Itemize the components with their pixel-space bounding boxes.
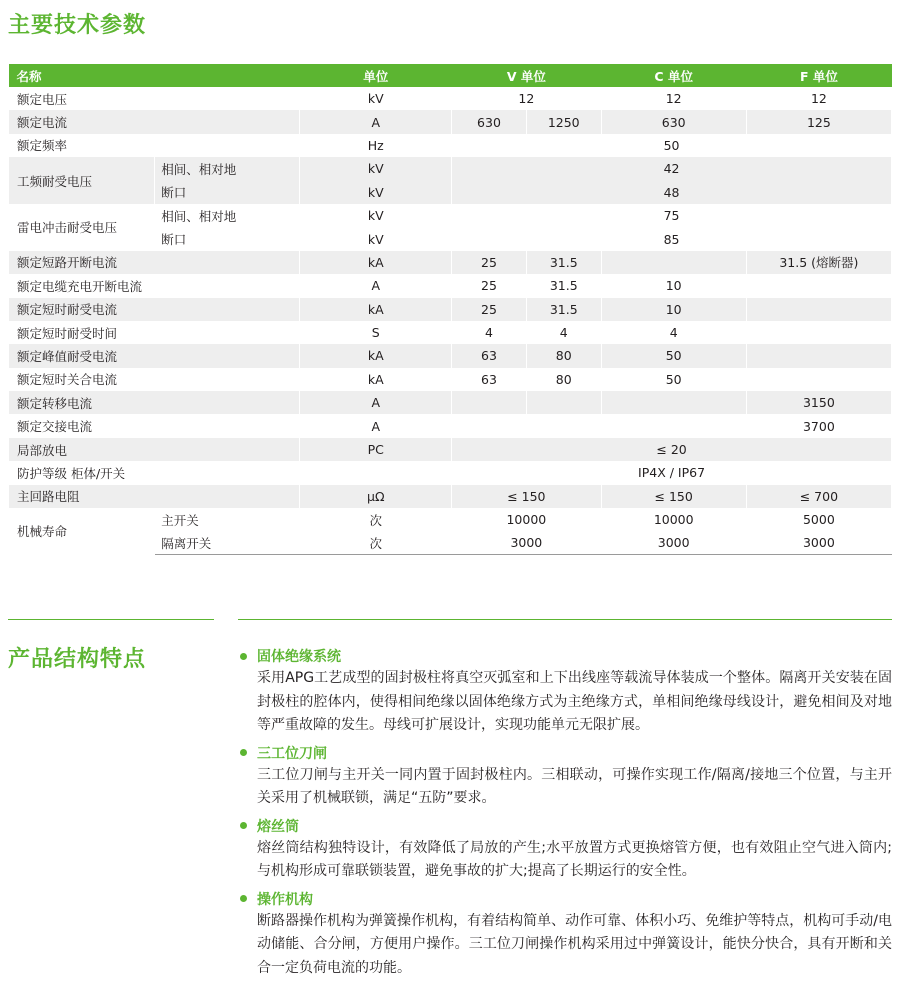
row-c: 3000 xyxy=(601,531,746,554)
bullet-icon xyxy=(240,822,247,829)
row-sub: 断口 xyxy=(155,227,300,250)
features-list xyxy=(240,645,892,984)
section-divider-left xyxy=(8,619,214,620)
row-sub: 相间、相对地 xyxy=(155,204,300,227)
row-v1 xyxy=(452,414,527,437)
table-row xyxy=(9,134,892,157)
row-merged: 48 xyxy=(452,181,892,204)
row-v1: 25 xyxy=(452,251,527,274)
feature-item xyxy=(240,815,892,884)
row-v: 12 xyxy=(452,87,602,110)
row-group: 工频耐受电压 xyxy=(9,157,155,204)
row-unit: A xyxy=(300,391,452,414)
row-f xyxy=(746,368,891,391)
feature-text: 熔丝筒结构独特设计，有效降低了局放的产生;水平放置方式更换熔管方便，也有效阻止空气进入筒内;与机构形成可靠联锁装置，避免事故的扩大;提高了长期运行的安全性。 xyxy=(257,839,892,879)
feature-text: 断路器操作机构为弹簧操作机构，有着结构简单、动作可靠、体积小巧、免维护等特点，机构可手动/电动储能、合分闸，方便用户操作。三工位刀闸操作机构采用过中弹簧设计，能快分快合，具有开断和关合一定负荷电流的功能。 xyxy=(257,912,892,976)
row-v1: 25 xyxy=(452,298,527,321)
row-f: 3000 xyxy=(746,531,891,554)
row-merged: IP4X / IP67 xyxy=(452,461,892,484)
row-f xyxy=(746,298,891,321)
bullet-icon xyxy=(240,653,247,660)
table-row xyxy=(9,461,892,484)
table-row xyxy=(9,391,892,414)
row-v2 xyxy=(526,414,601,437)
row-v: ≤ 150 xyxy=(452,485,602,508)
row-merged: 75 xyxy=(452,204,892,227)
row-f xyxy=(746,321,891,344)
row-name: 额定短路开断电流 xyxy=(9,251,300,274)
row-c xyxy=(601,391,746,414)
header-unit: 单位 xyxy=(300,64,452,87)
table-row xyxy=(9,438,892,461)
feature-title: 熔丝筒 xyxy=(257,818,299,835)
feature-head xyxy=(240,645,892,667)
table-row xyxy=(9,485,892,508)
row-v: 3000 xyxy=(452,531,602,554)
row-merged: 42 xyxy=(452,157,892,180)
table-row xyxy=(9,344,892,367)
row-v2: 31.5 xyxy=(526,298,601,321)
row-v2: 31.5 xyxy=(526,274,601,297)
row-sub: 断口 xyxy=(155,181,300,204)
row-unit: μΩ xyxy=(300,485,452,508)
row-name: 额定交接电流 xyxy=(9,414,300,437)
table-row xyxy=(9,321,892,344)
row-name: 额定短时耐受时间 xyxy=(9,321,300,344)
row-c: 10 xyxy=(601,298,746,321)
row-unit: kV xyxy=(300,227,452,250)
feature-item xyxy=(240,888,892,981)
row-v1 xyxy=(452,391,527,414)
row-v1: 630 xyxy=(452,110,527,133)
feature-title: 固体绝缘系统 xyxy=(257,649,341,665)
bullet-icon xyxy=(240,749,247,756)
row-unit: kA xyxy=(300,344,452,367)
row-c: 10 xyxy=(601,274,746,297)
header-name: 名称 xyxy=(9,64,300,87)
row-v: 10000 xyxy=(452,508,602,531)
row-name: 防护等级 柜体/开关 xyxy=(9,461,300,484)
row-group: 雷电冲击耐受电压 xyxy=(9,204,155,251)
header-c: C 单位 xyxy=(601,64,746,87)
row-name: 额定电缆充电开断电流 xyxy=(9,274,300,297)
feature-head xyxy=(240,815,892,837)
row-merged: 85 xyxy=(452,227,892,250)
spec-title: 主要技术参数 xyxy=(8,13,147,38)
row-c: 50 xyxy=(601,344,746,367)
row-c: 10000 xyxy=(601,508,746,531)
feature-title: 操作机构 xyxy=(257,891,313,908)
row-c: 630 xyxy=(601,110,746,133)
row-unit: 次 xyxy=(300,508,452,531)
row-sub: 隔离开关 xyxy=(155,531,300,554)
row-v1: 4 xyxy=(452,321,527,344)
row-merged: 50 xyxy=(452,134,892,157)
row-c xyxy=(601,251,746,274)
row-name: 额定短时耐受电流 xyxy=(9,298,300,321)
row-name: 主回路电阻 xyxy=(9,485,300,508)
row-name: 额定转移电流 xyxy=(9,391,300,414)
row-c xyxy=(601,414,746,437)
bullet-icon xyxy=(240,895,247,902)
row-v1: 63 xyxy=(452,344,527,367)
row-c: 12 xyxy=(601,87,746,110)
row-c: 50 xyxy=(601,368,746,391)
row-sub: 主开关 xyxy=(155,508,300,531)
row-c: ≤ 150 xyxy=(601,485,746,508)
table-header-row xyxy=(9,64,892,87)
row-f: 31.5 (熔断器) xyxy=(746,251,891,274)
features-title: 产品结构特点 xyxy=(8,647,147,672)
table-row xyxy=(9,508,892,531)
row-v2 xyxy=(526,391,601,414)
row-unit: PC xyxy=(300,438,452,461)
feature-text: 采用APG工艺成型的固封极柱将真空灭弧室和上下出线座等载流导体装成一个整体。隔离开关安装在固封极柱的腔体内，使得相间绝缘以固体绝缘方式为主绝缘方式，单相间绝缘母线设计，避免相间及对地等严重故障的发生。母线可扩展设计，实现功能单元无限扩展。 xyxy=(257,670,892,733)
row-unit: A xyxy=(300,110,452,133)
row-unit: kA xyxy=(300,251,452,274)
table-row xyxy=(9,368,892,391)
table-row xyxy=(9,87,892,110)
row-group: 机械寿命 xyxy=(9,508,155,555)
row-name: 额定电压 xyxy=(9,87,300,110)
row-unit: 次 xyxy=(300,531,452,554)
table-row xyxy=(9,298,892,321)
row-v2: 31.5 xyxy=(526,251,601,274)
row-v2: 80 xyxy=(526,344,601,367)
row-unit: kV xyxy=(300,157,452,180)
table-row xyxy=(9,251,892,274)
row-f xyxy=(746,274,891,297)
row-f xyxy=(746,344,891,367)
row-unit: kV xyxy=(300,87,452,110)
table-row xyxy=(9,157,892,180)
row-f: 5000 xyxy=(746,508,891,531)
table-row xyxy=(9,414,892,437)
row-v1: 25 xyxy=(452,274,527,297)
feature-head xyxy=(240,888,892,910)
row-v1: 63 xyxy=(452,368,527,391)
row-unit: A xyxy=(300,274,452,297)
row-f: 3700 xyxy=(746,414,891,437)
feature-text: 三工位刀闸与主开关一同内置于固封极柱内。三相联动，可操作实现工作/隔离/接地三个位置，与主开关采用了机械联锁，满足“五防”要求。 xyxy=(257,766,892,806)
row-merged: ≤ 20 xyxy=(452,438,892,461)
header-f: F 单位 xyxy=(746,64,891,87)
feature-head xyxy=(240,742,892,764)
row-f: ≤ 700 xyxy=(746,485,891,508)
row-sub: 相间、相对地 xyxy=(155,157,300,180)
row-unit: Hz xyxy=(300,134,452,157)
row-unit: kV xyxy=(300,181,452,204)
row-v2: 1250 xyxy=(526,110,601,133)
row-v2: 80 xyxy=(526,368,601,391)
row-c: 4 xyxy=(601,321,746,344)
row-f: 12 xyxy=(746,87,891,110)
row-name: 额定短时关合电流 xyxy=(9,368,300,391)
row-unit xyxy=(300,461,452,484)
row-f: 3150 xyxy=(746,391,891,414)
row-unit: kA xyxy=(300,368,452,391)
section-divider-right xyxy=(238,619,892,620)
row-v2: 4 xyxy=(526,321,601,344)
header-v: V 单位 xyxy=(452,64,602,87)
row-unit: A xyxy=(300,414,452,437)
row-unit: kV xyxy=(300,204,452,227)
table-row xyxy=(9,204,892,227)
spec-table xyxy=(8,64,892,555)
feature-title: 三工位刀闸 xyxy=(257,745,327,762)
row-name: 额定电流 xyxy=(9,110,300,133)
row-f: 125 xyxy=(746,110,891,133)
feature-item xyxy=(240,742,892,811)
row-name: 局部放电 xyxy=(9,438,300,461)
table-row xyxy=(9,274,892,297)
row-unit: S xyxy=(300,321,452,344)
table-row xyxy=(9,110,892,133)
row-name: 额定频率 xyxy=(9,134,300,157)
row-unit: kA xyxy=(300,298,452,321)
feature-item xyxy=(240,645,892,738)
row-name: 额定峰值耐受电流 xyxy=(9,344,300,367)
